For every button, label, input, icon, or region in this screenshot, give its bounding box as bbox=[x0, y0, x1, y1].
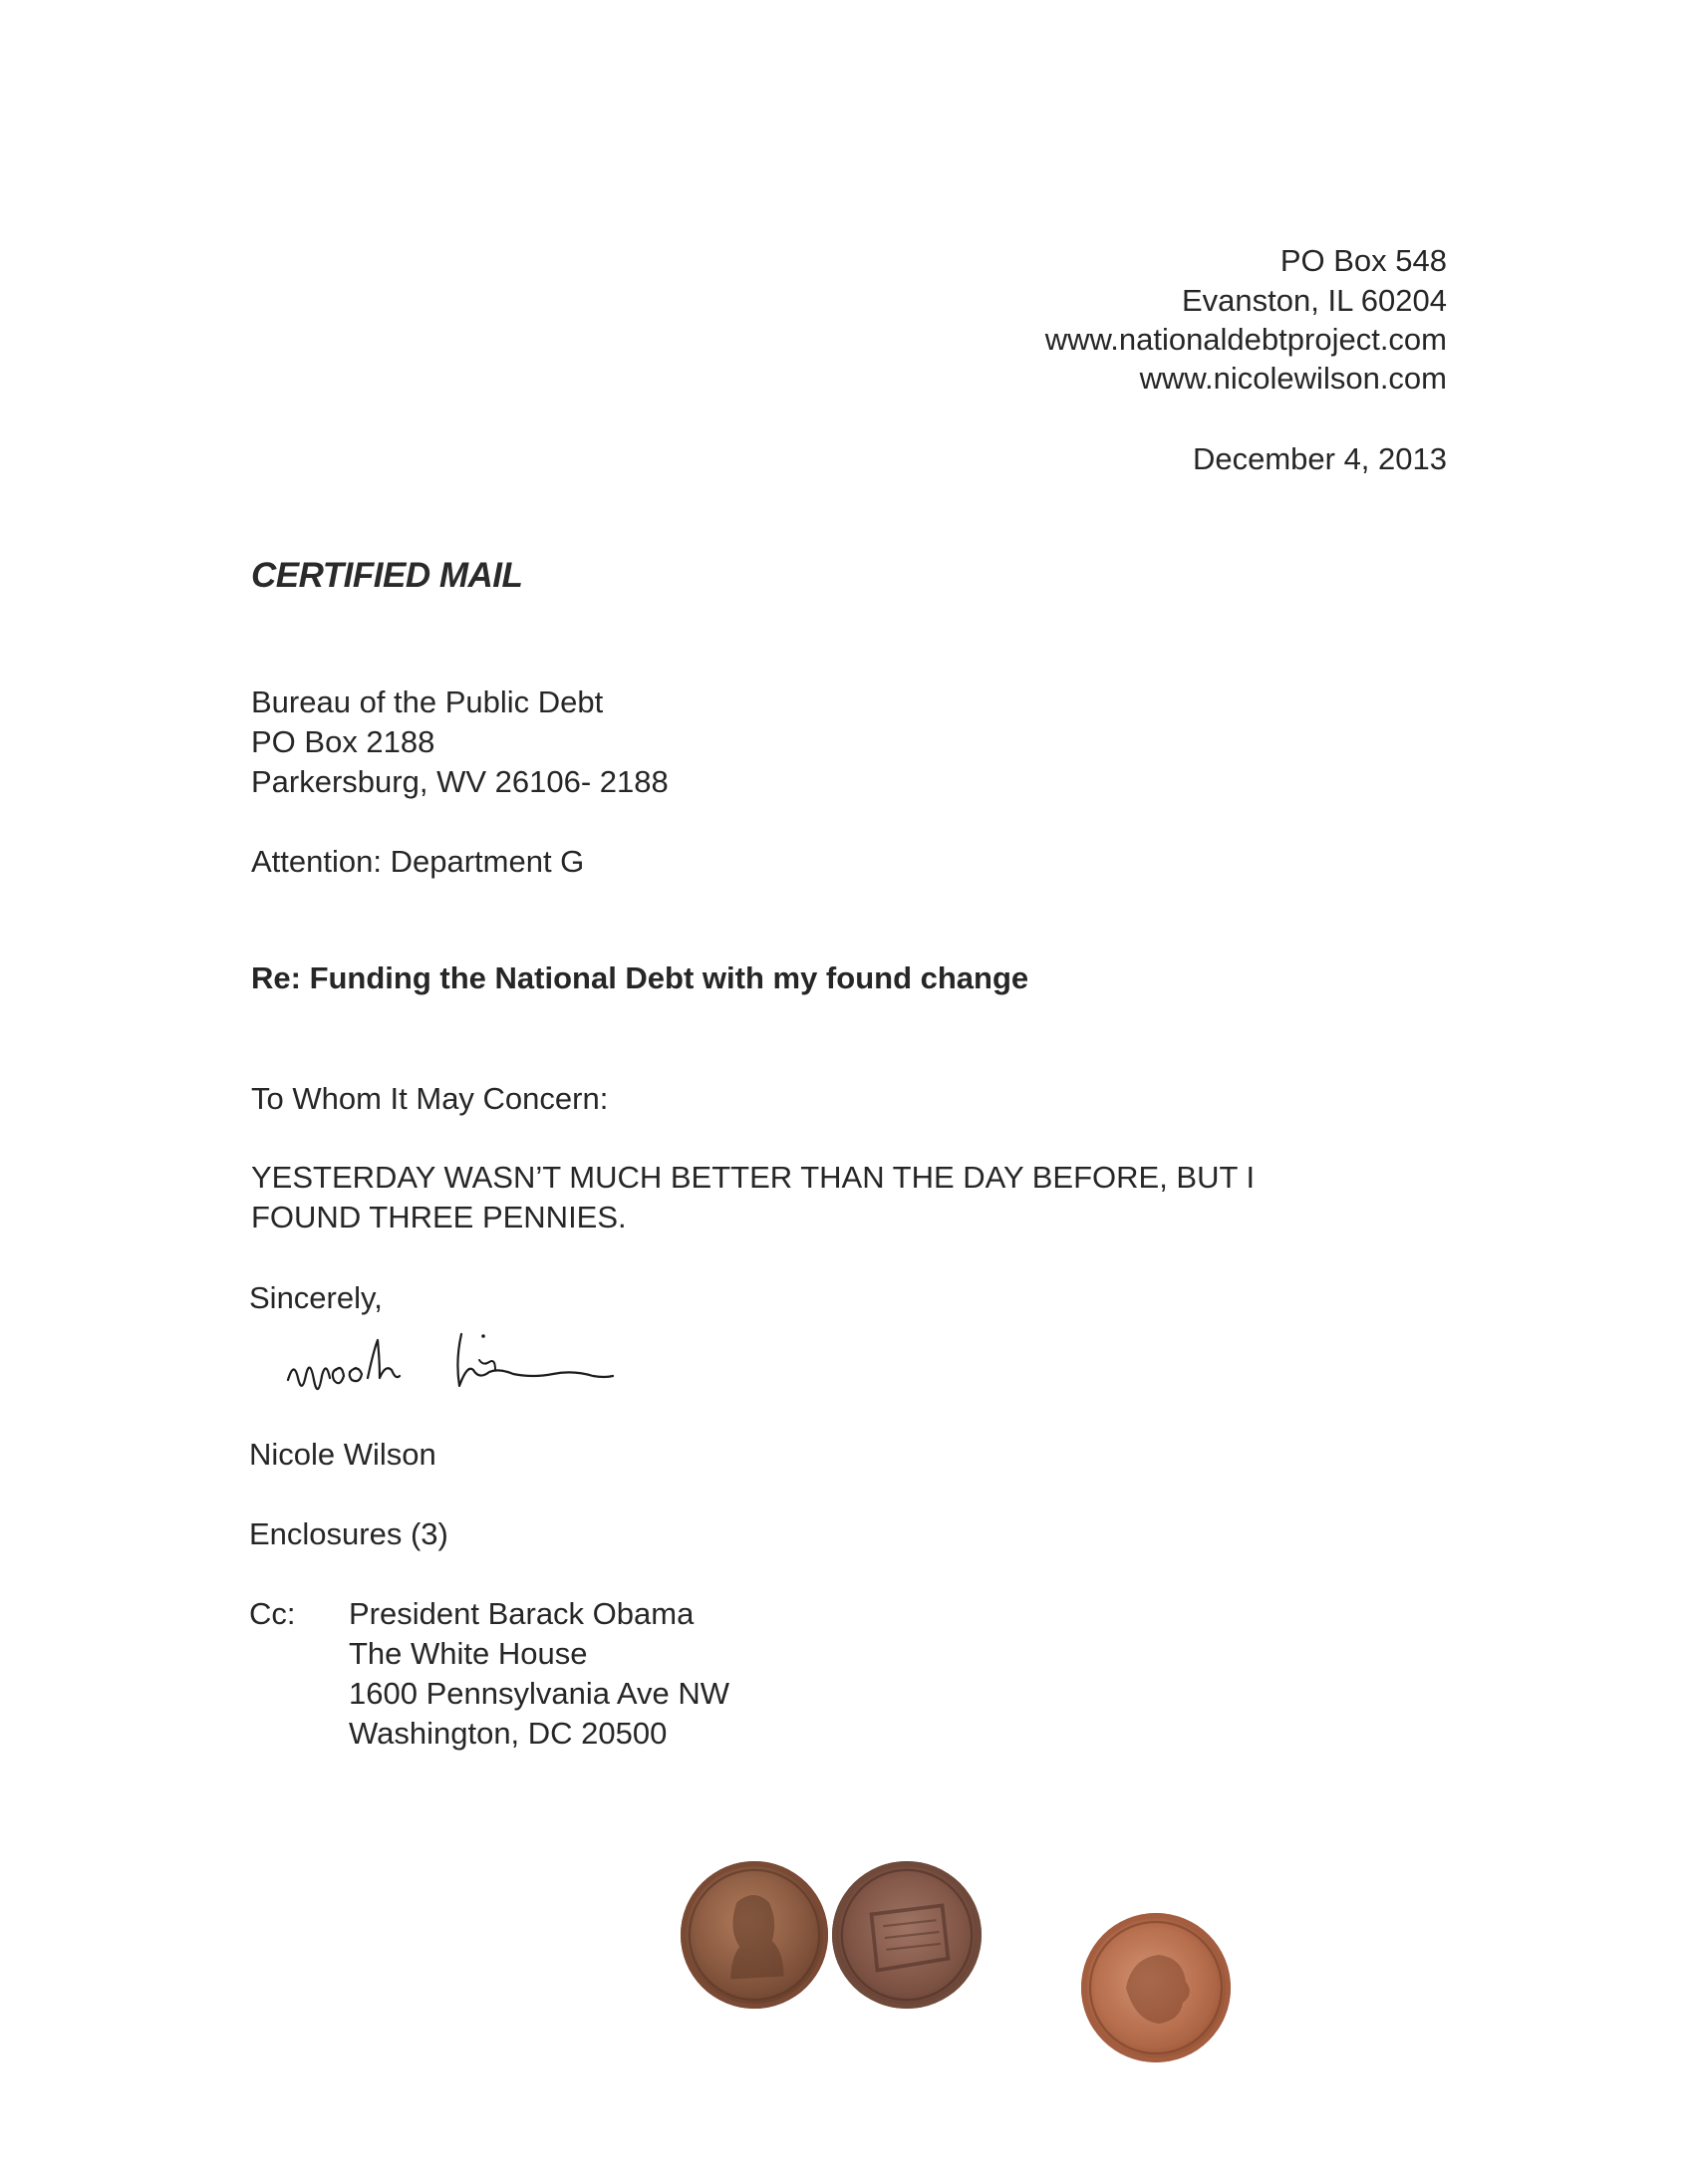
cc-label: Cc: bbox=[249, 1596, 296, 1631]
subject-line: Re: Funding the National Debt with my found change bbox=[251, 960, 1029, 995]
recipient-po-box: PO Box 2188 bbox=[251, 724, 435, 759]
cc-line: The White House bbox=[349, 1636, 588, 1671]
cc-line: 1600 Pennsylvania Ave NW bbox=[349, 1676, 729, 1711]
penny-heads-icon bbox=[1081, 1913, 1231, 2062]
cc-address-block bbox=[349, 1594, 729, 1754]
body-line: YESTERDAY WASN’T MUCH BETTER THAN THE DAY BEFORE, BUT I bbox=[251, 1160, 1256, 1195]
recipient-city-line: Parkersburg, WV 26106- 2188 bbox=[251, 764, 669, 799]
recipient-name: Bureau of the Public Debt bbox=[251, 684, 604, 719]
penny-tails-icon bbox=[832, 1861, 982, 2009]
handwritten-signature bbox=[284, 1320, 633, 1410]
sender-city-line: Evanston, IL 60204 bbox=[1182, 283, 1447, 318]
closing: Sincerely, bbox=[249, 1280, 383, 1315]
recipient-attention: Attention: Department G bbox=[251, 844, 585, 879]
letter-date: December 4, 2013 bbox=[1192, 441, 1447, 476]
sender-website-personal: www.nicolewilson.com bbox=[1139, 361, 1447, 396]
signer-name: Nicole Wilson bbox=[249, 1437, 436, 1472]
letter-body bbox=[251, 1158, 1397, 1237]
enclosures-note: Enclosures (3) bbox=[249, 1516, 448, 1551]
salutation: To Whom It May Concern: bbox=[251, 1081, 609, 1116]
penny-heads-icon bbox=[681, 1861, 828, 2009]
sender-po-box: PO Box 548 bbox=[1279, 243, 1447, 278]
cc-line: President Barack Obama bbox=[349, 1596, 695, 1631]
cc-line: Washington, DC 20500 bbox=[349, 1716, 668, 1751]
sender-website-national-debt: www.nationaldebtproject.com bbox=[1044, 322, 1447, 357]
certified-mail-heading: CERTIFIED MAIL bbox=[251, 556, 523, 595]
body-line: FOUND THREE PENNIES. bbox=[251, 1200, 627, 1234]
